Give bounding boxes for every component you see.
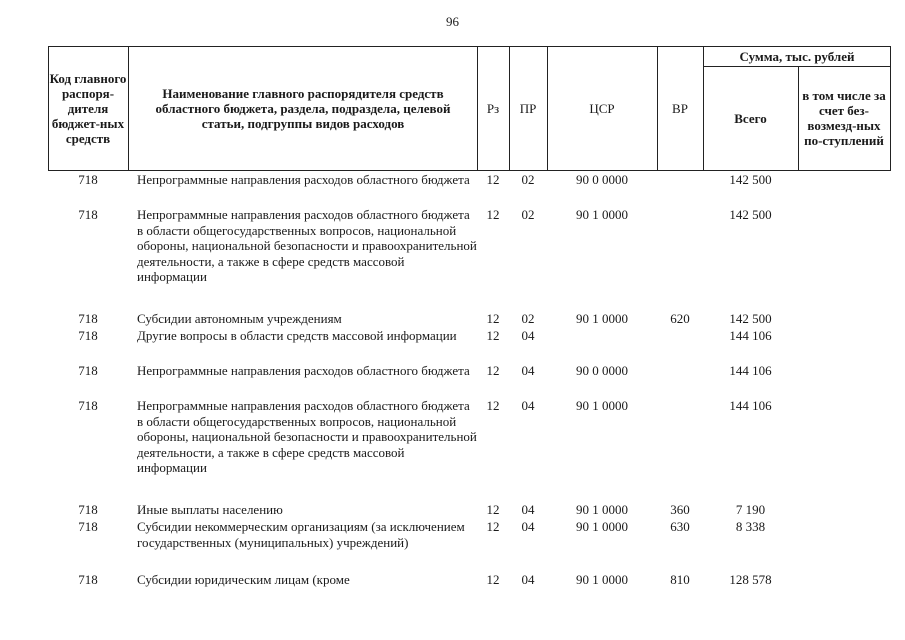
cell-code: 718 — [78, 398, 98, 413]
cell-pr: 04 — [521, 363, 535, 378]
cell-name: Непрограммные направления расходов областного бюджета в области общегосударственных вопросов, национальной обороны, национальной безопасности и правоохранительной деятельности, а также в сфере средств массовой информации — [137, 398, 477, 476]
cell-rz: 12 — [486, 328, 500, 343]
cell-csr: 90 1 0000 — [576, 398, 628, 413]
cell-code: 718 — [78, 328, 98, 343]
cell-code: 718 — [78, 172, 98, 187]
cell-name: Субсидии некоммерческим организациям (за исключением государственных (муниципальных) учреждений) — [137, 519, 465, 550]
cell-name: Иные выплаты населению — [137, 502, 283, 517]
cell-csr: 90 0 0000 — [576, 172, 628, 187]
cell-total: 142 500 — [729, 207, 772, 222]
cell-pr: 04 — [521, 519, 535, 534]
cell-code: 718 — [78, 311, 98, 326]
cell-code: 718 — [78, 519, 98, 534]
cell-name: Непрограммные направления расходов областного бюджета — [137, 172, 470, 187]
header-vr: ВР — [672, 101, 688, 116]
cell-pr: 04 — [521, 502, 535, 517]
cell-total: 142 500 — [729, 311, 772, 326]
header-rz: Рз — [486, 101, 500, 116]
cell-rz: 12 — [486, 502, 500, 517]
cell-total: 144 106 — [729, 363, 772, 378]
cell-rz: 12 — [486, 398, 500, 413]
cell-total: 8 338 — [735, 519, 766, 534]
cell-name: Непрограммные направления расходов областного бюджета — [137, 363, 470, 378]
cell-pr: 02 — [521, 311, 535, 326]
cell-csr: 90 1 0000 — [576, 207, 628, 222]
header-border — [128, 47, 129, 170]
cell-total: 142 500 — [729, 172, 772, 187]
cell-name: Субсидии юридическим лицам (кроме — [137, 572, 350, 587]
cell-pr: 02 — [521, 207, 535, 222]
cell-vr: 630 — [670, 519, 690, 534]
cell-vr: 810 — [670, 572, 690, 587]
cell-csr: 90 1 0000 — [576, 572, 628, 587]
cell-pr: 04 — [521, 398, 535, 413]
cell-csr: 90 1 0000 — [576, 519, 628, 534]
cell-pr: 02 — [521, 172, 535, 187]
cell-total: 144 106 — [729, 328, 772, 343]
cell-code: 718 — [78, 207, 98, 222]
cell-total: 7 190 — [735, 502, 766, 517]
cell-rz: 12 — [486, 519, 500, 534]
cell-pr: 04 — [521, 572, 535, 587]
header-name: Наименование главного распорядителя средств областного бюджета, раздела, подраздела, целевой статьи, подгруппы видов расходов — [155, 86, 451, 131]
cell-csr: 90 1 0000 — [576, 311, 628, 326]
cell-total: 144 106 — [729, 398, 772, 413]
cell-code: 718 — [78, 363, 98, 378]
cell-csr: 90 0 0000 — [576, 363, 628, 378]
cell-rz: 12 — [486, 207, 500, 222]
cell-vr: 360 — [670, 502, 690, 517]
cell-name: Непрограммные направления расходов областного бюджета в области общегосударственных вопросов, национальной обороны, национальной безопасности и правоохранительной деятельности, а также в сфере средств массовой информации — [137, 207, 477, 285]
header-extra: в том числе за счет без-возмезд-ных по-ступлений — [802, 88, 886, 148]
table-header — [48, 46, 891, 171]
cell-rz: 12 — [486, 311, 500, 326]
cell-code: 718 — [78, 572, 98, 587]
header-code: Код главного распоря-дителя бюджет-ных средств — [49, 71, 127, 146]
header-sum-group: Сумма, тыс. рублей — [739, 49, 855, 64]
cell-rz: 12 — [486, 363, 500, 378]
header-pr: ПР — [519, 101, 537, 116]
cell-pr: 04 — [521, 328, 535, 343]
header-total: Всего — [734, 110, 767, 126]
cell-csr: 90 1 0000 — [576, 502, 628, 517]
cell-rz: 12 — [486, 172, 500, 187]
cell-total: 128 578 — [729, 572, 772, 587]
page-number: 96 — [446, 14, 459, 29]
header-csr: ЦСР — [589, 101, 615, 116]
cell-code: 718 — [78, 502, 98, 517]
cell-rz: 12 — [486, 572, 500, 587]
cell-name: Другие вопросы в области средств массовой информации — [137, 328, 457, 343]
cell-name: Субсидии автономным учреждениям — [137, 311, 342, 326]
cell-vr: 620 — [670, 311, 690, 326]
